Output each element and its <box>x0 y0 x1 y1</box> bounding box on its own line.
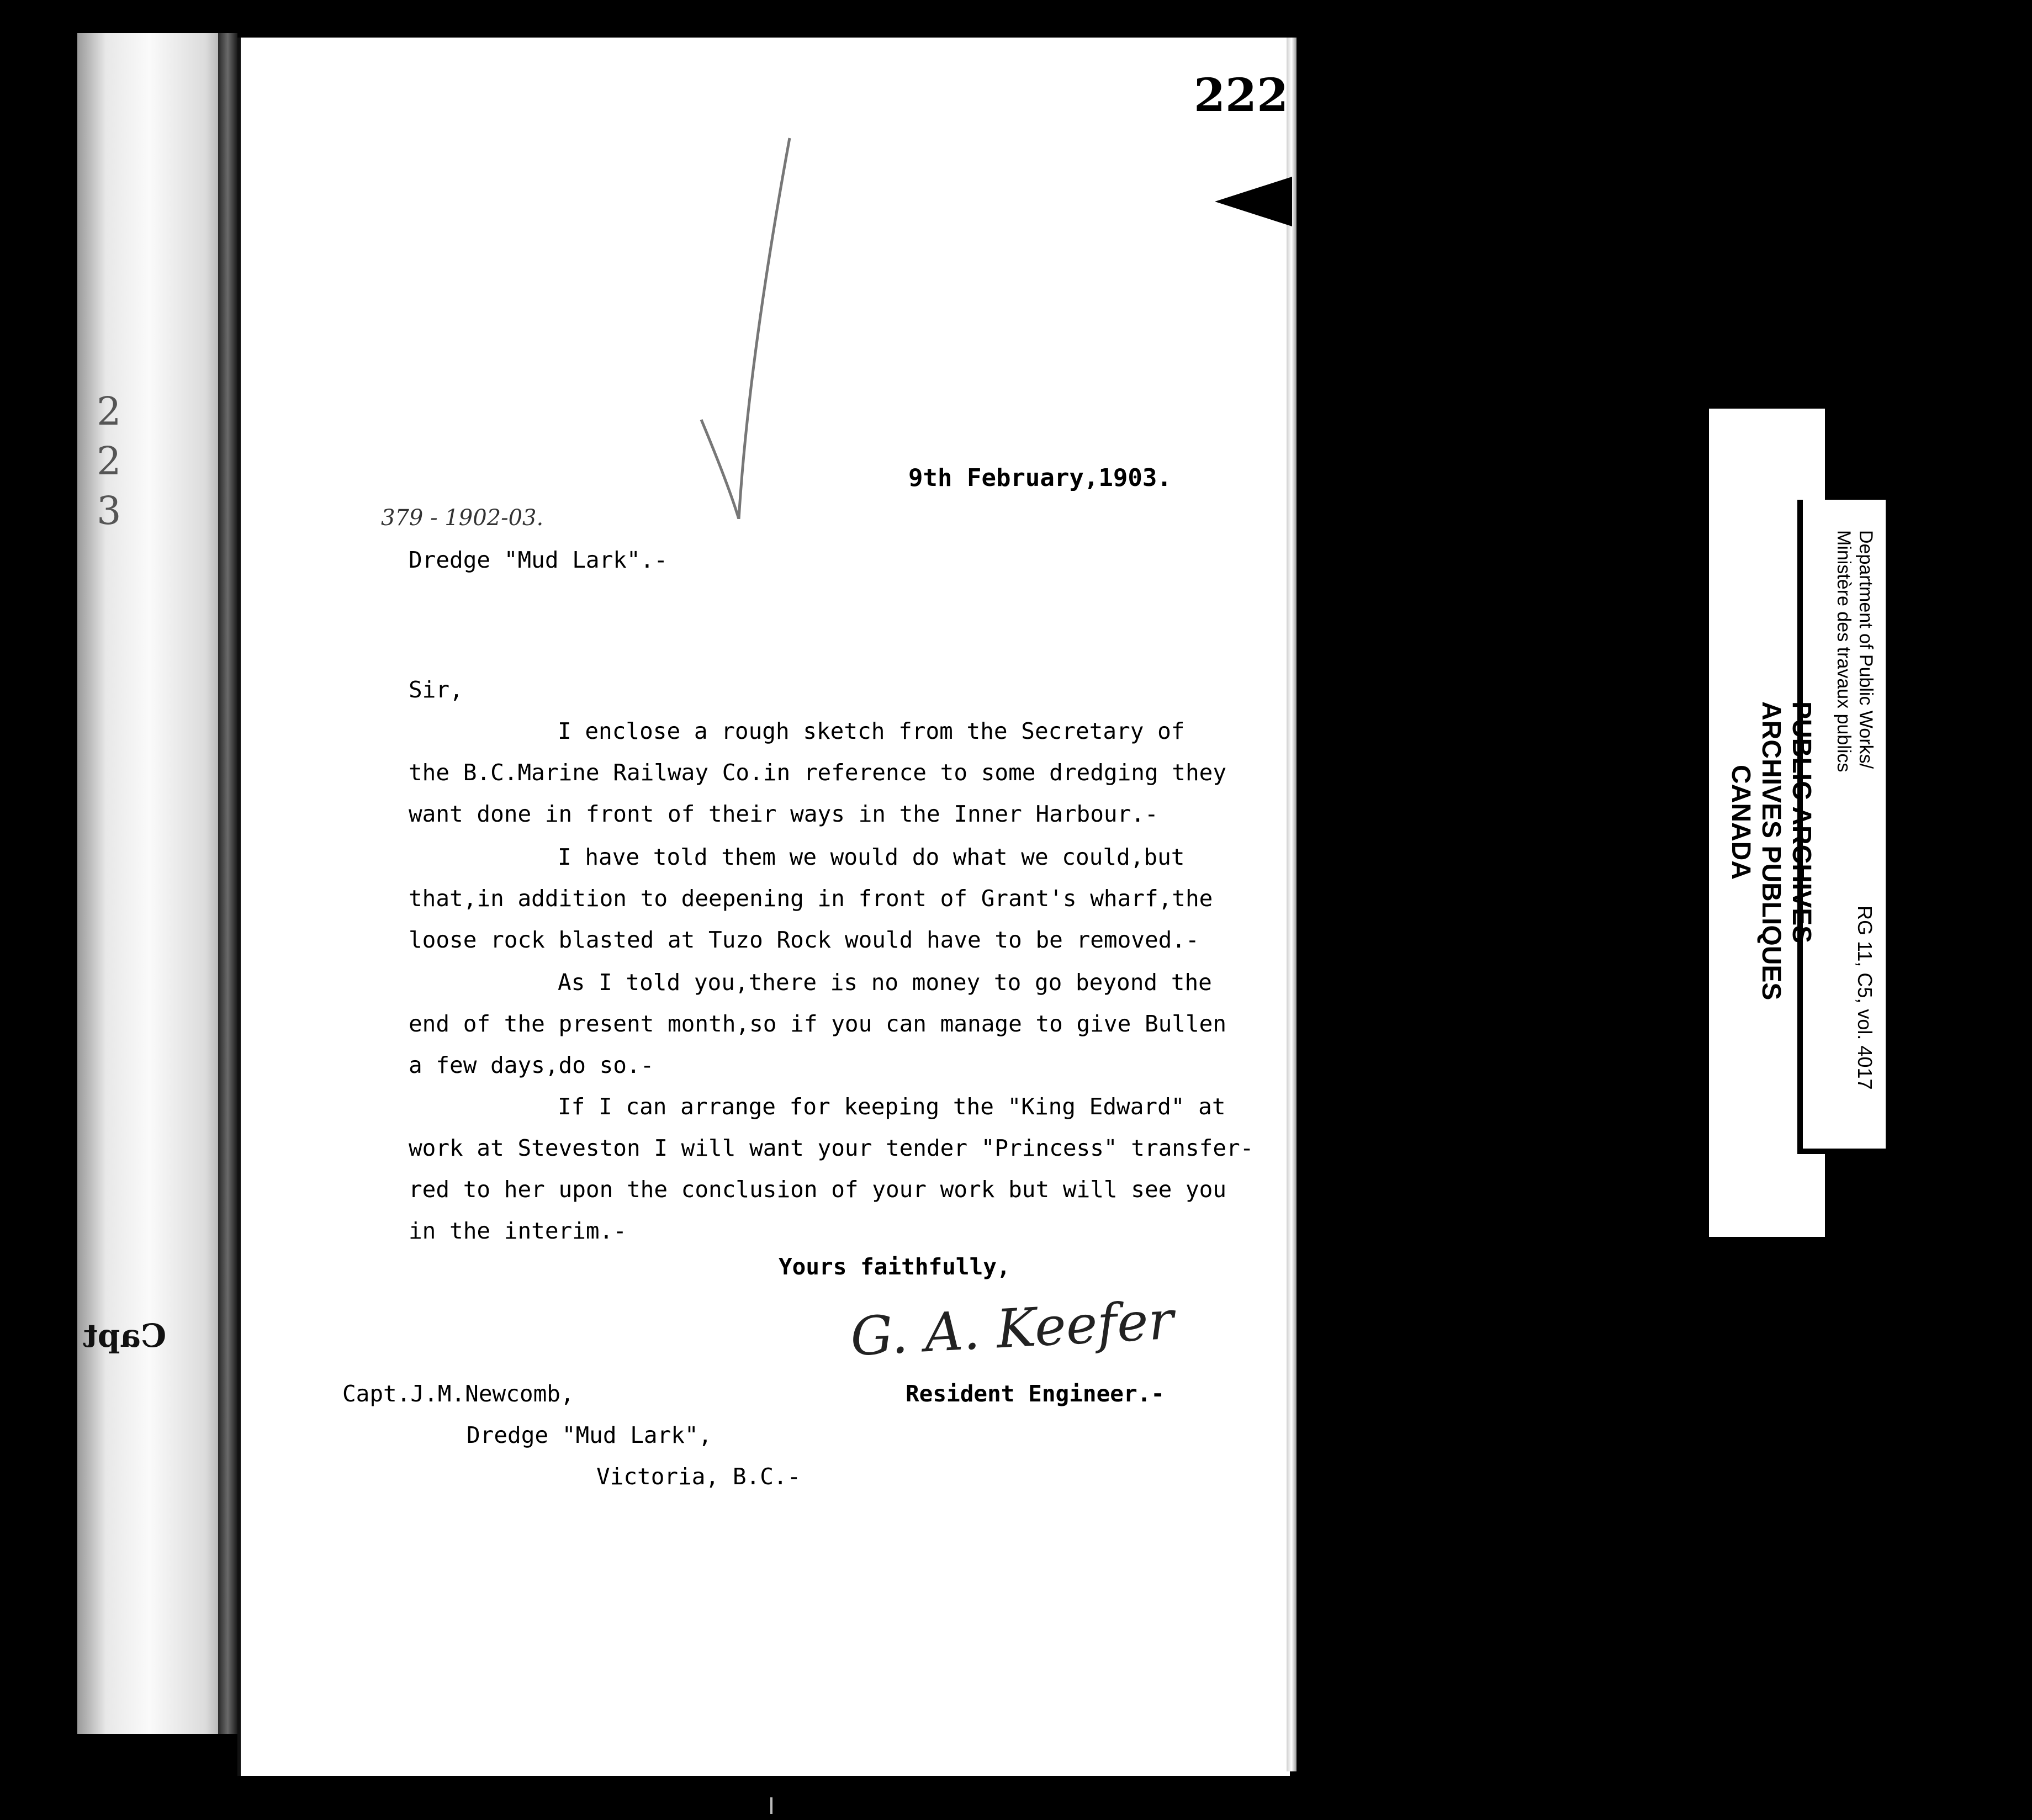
archive-department-line: Ministère des travaux publics <box>1833 530 1854 773</box>
pencil-check-mark-icon <box>696 133 795 519</box>
spine-fold <box>218 33 237 1734</box>
body-line: I enclose a rough sketch from the Secretary of <box>558 718 1185 744</box>
body-line: the B.C.Marine Railway Co.in reference to some dredging they <box>409 759 1227 786</box>
address-line: Capt.J.M.Newcomb, <box>342 1380 574 1407</box>
archive-title-line: PUBLIC ARCHIVES <box>1787 701 1816 944</box>
spine-mark: 2 <box>97 438 121 484</box>
spine-mark: 3 <box>97 488 121 533</box>
body-line: red to her upon the conclusion of your work but will see you <box>409 1176 1227 1203</box>
file-reference: 379 - 1902-03. <box>381 505 544 531</box>
body-line: work at Steveston I will want your tender "Princess" transfer- <box>409 1135 1254 1161</box>
archive-title-line: ARCHIVES PUBLIQUES <box>1756 701 1786 1001</box>
salutation: Sir, <box>409 676 463 703</box>
page-tab-notch <box>1215 177 1292 226</box>
spine-mark: 2 <box>97 389 121 434</box>
address-line: Dredge "Mud Lark", <box>467 1422 712 1448</box>
handwritten-signature: G. A. Keefer <box>849 1289 1176 1368</box>
body-line: that,in addition to deepening in front of Grant's wharf,the <box>409 885 1213 912</box>
body-line: want done in front of their ways in the Inner Harbour.- <box>409 801 1158 827</box>
body-line: loose rock blasted at Tuzo Rock would have to be removed.- <box>409 927 1199 953</box>
body-line: a few days,do so.- <box>409 1052 654 1078</box>
subject-line: Dredge "Mud Lark".- <box>409 547 668 573</box>
letter-date: 9th February,1903. <box>908 464 1172 492</box>
archive-title-line: CANADA <box>1726 765 1755 880</box>
spine-sheet <box>77 33 237 1734</box>
spine-handwritten-marks <box>97 387 121 536</box>
page-number: 222 <box>1194 69 1289 122</box>
body-line: I have told them we would do what we could,but <box>558 844 1185 870</box>
body-line: If I can arrange for keeping the "King Edward" at <box>558 1093 1226 1120</box>
spine-mirrored-text: Capt <box>83 1317 167 1355</box>
scan-artifact <box>770 1797 772 1814</box>
address-line: Victoria, B.C.- <box>596 1463 801 1490</box>
archive-department-line: Department of Public Works/ <box>1855 530 1876 769</box>
body-line: As I told you,there is no money to go beyond the <box>558 969 1212 996</box>
body-line: end of the present month,so if you can manage to give Bullen <box>409 1010 1227 1037</box>
signature-title: Resident Engineer.- <box>906 1380 1165 1407</box>
sheet-edge <box>1287 38 1297 1771</box>
body-line: in the interim.- <box>409 1218 627 1244</box>
archive-reference-code: RG 11, C5, vol. 4017 <box>1854 906 1876 1090</box>
closing: Yours faithfully, <box>779 1253 1010 1280</box>
